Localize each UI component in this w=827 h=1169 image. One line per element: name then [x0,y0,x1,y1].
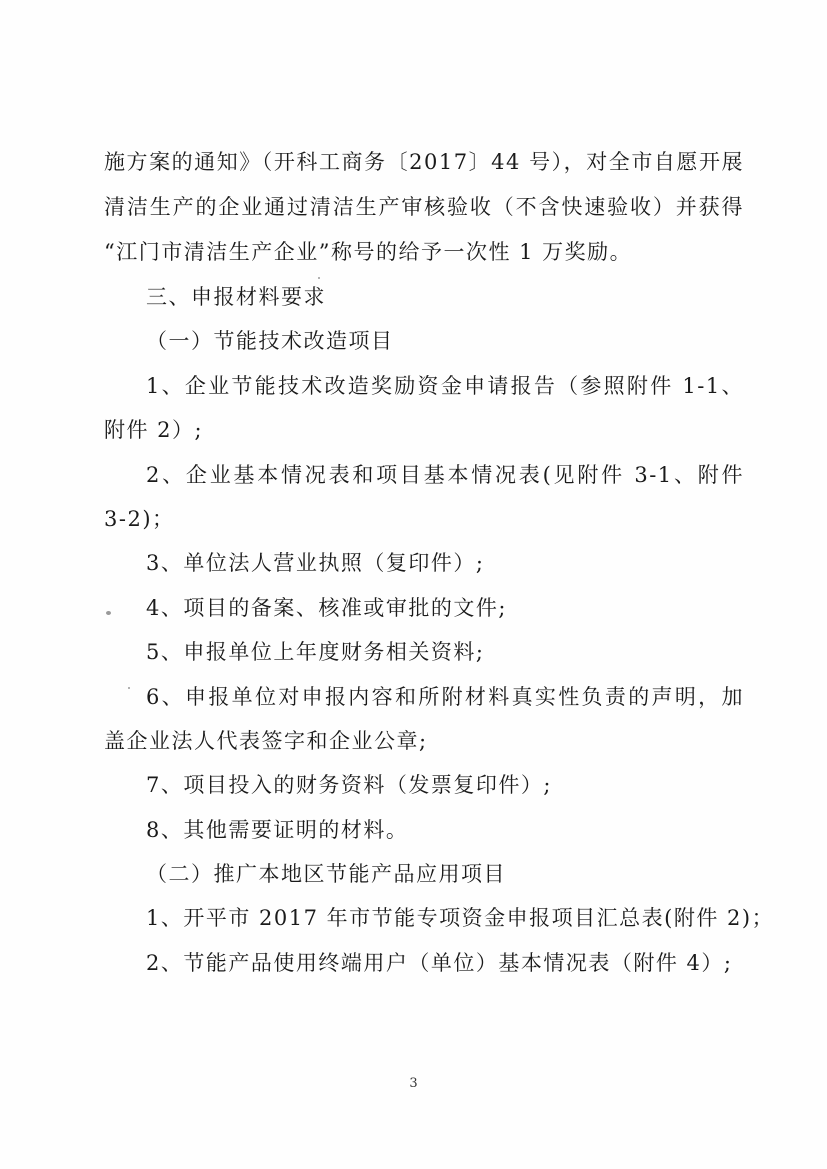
list-item-continuation: 附件 2）; [104,418,204,442]
scan-speck [128,687,130,689]
list-item: 8、其他需要证明的材料。 [146,818,409,842]
list-item: 4、项目的备案、核准或审批的文件; [146,596,507,620]
list-item: 6、申报单位对申报内容和所附材料真实性负责的声明，加 [146,685,744,709]
paragraph-line: 清洁生产的企业通过清洁生产审核验收（不含快速验收）并获得 [104,195,744,219]
subsection-heading: （一）节能技术改造项目 [146,329,394,353]
list-item: 5、申报单位上年度财务相关资料; [146,640,485,664]
list-item: 7、项目投入的财务资料（发票复印件）; [146,773,552,797]
paragraph-line: “江门市清洁生产企业”称号的给予一次性 1 万奖励。 [104,240,633,264]
page-number: 3 [409,1076,418,1091]
list-item-continuation: 3-2)； [104,507,175,531]
list-item: 2、企业基本情况表和项目基本情况表(见附件 3-1、附件 [146,463,744,487]
list-item: 1、企业节能技术改造奖励资金申请报告（参照附件 1-1、 [146,374,744,398]
section-heading: 三、申报材料要求 [146,285,326,309]
list-item-continuation: 盖企业法人代表签字和企业公章; [104,729,428,753]
scan-speck [318,277,320,279]
paragraph-line: 施方案的通知》（开科工商务〔2017〕44 号），对全市自愿开展 [104,150,744,174]
subsection-heading: （二）推广本地区节能产品应用项目 [146,862,506,886]
list-item: 1、开平市 2017 年市节能专项资金申报项目汇总表(附件 2)； [146,906,775,930]
list-item: 2、节能产品使用终端用户（单位）基本情况表（附件 4）; [146,951,733,975]
scan-speck [106,611,111,615]
list-item: 3、单位法人营业执照（复印件）; [146,551,485,575]
